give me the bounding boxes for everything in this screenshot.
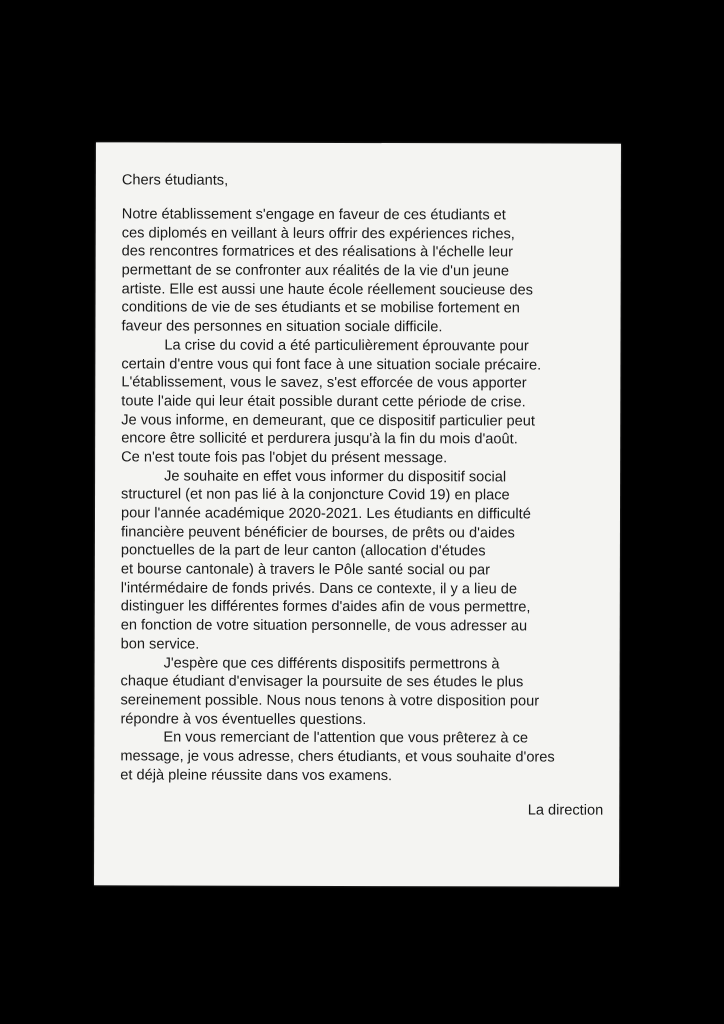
letter-body — [120, 205, 556, 785]
text-line: conditions de vie de ses étudiants et se mobilise fortement en — [121, 299, 520, 317]
paragraph — [121, 336, 556, 468]
text-line: L'établissement, vous le savez, s'est efforcée de vous apporter — [121, 374, 527, 392]
text-line: et bourse cantonale) à travers le Pôle santé social ou par — [120, 561, 491, 579]
text-line: distinguer les différentes formes d'aides afin de vous permettre, — [120, 598, 531, 616]
text-line: permettant de se confronter aux réalités de la vie d'un jeune — [121, 262, 509, 280]
text-line: bon service. — [120, 636, 200, 653]
text-line: sereinement possible. Nous nous tenons à votre disposition pour — [120, 692, 540, 710]
text-line: Je souhaite en effet vous informer du dispositif social — [164, 468, 507, 486]
paragraph — [121, 205, 556, 337]
text-line: Ce n'est toute fois pas l'objet du présent message. — [121, 449, 448, 467]
text-line: En vous remerciant de l'attention que vous prêterez à ce — [163, 729, 529, 747]
text-line: chaque étudiant d'envisager la poursuite de ses études le plus — [120, 673, 524, 691]
text-line: J'espère que ces différents dispositifs permettrons à — [163, 654, 500, 672]
greeting: Chers étudiants, — [121, 172, 229, 189]
text-line: financière peuvent bénéficier de bourses, de prêts ou d'aides — [120, 524, 515, 542]
text-line: pour l'année académique 2020-2021. Les étudiants en difficulté — [120, 505, 531, 523]
text-line: ponctuelles de la part de leur canton (allocation d'études — [120, 542, 486, 560]
text-line: faveur des personnes en situation sociale difficile. — [121, 318, 443, 336]
text-line: et déjà pleine réussite dans vos examens. — [120, 767, 393, 784]
text-line: certain d'entre vous qui font face à une situation sociale précaire. — [121, 355, 542, 373]
text-line: l'intérmédaire de fonds privés. Dans ce contexte, il y a lieu de — [120, 580, 518, 598]
text-line: message, je vous adresse, chers étudiants, et vous souhaite d'ores — [120, 748, 555, 766]
text-line: en fonction de votre situation personnelle, de vous adresser au — [120, 617, 528, 635]
paragraph — [121, 467, 556, 655]
text-line: artiste. Elle est aussi une haute école réellement soucieuse des — [121, 281, 533, 299]
signature: La direction — [527, 802, 604, 819]
letter-text — [120, 142, 612, 784]
text-line: des rencontres formatrices et des réalisations à l'échelle leur — [121, 243, 514, 261]
text-line: Je vous informe, en demeurant, que ce dispositif particulier peut — [121, 411, 535, 430]
text-line: La crise du covid a été particulièrement éprouvante pour — [164, 337, 529, 355]
paragraph — [120, 729, 555, 786]
text-line: ces diplomés en veillant à leurs offrir des expériences riches, — [121, 225, 515, 243]
text-line: encore être sollicité et perdurera jusqu'à la fin du mois d'août. — [121, 430, 518, 448]
text-line: répondre à vos éventuelles questions. — [120, 710, 367, 728]
letter-page — [94, 142, 621, 886]
text-line: toute l'aide qui leur était possible durant cette période de crise. — [121, 393, 526, 411]
text-line: structurel (et non pas lié à la conjoncture Covid 19) en place — [121, 486, 510, 504]
text-line: Notre établissement s'engage en faveur de ces étudiants et — [121, 206, 506, 224]
paragraph — [120, 654, 555, 730]
